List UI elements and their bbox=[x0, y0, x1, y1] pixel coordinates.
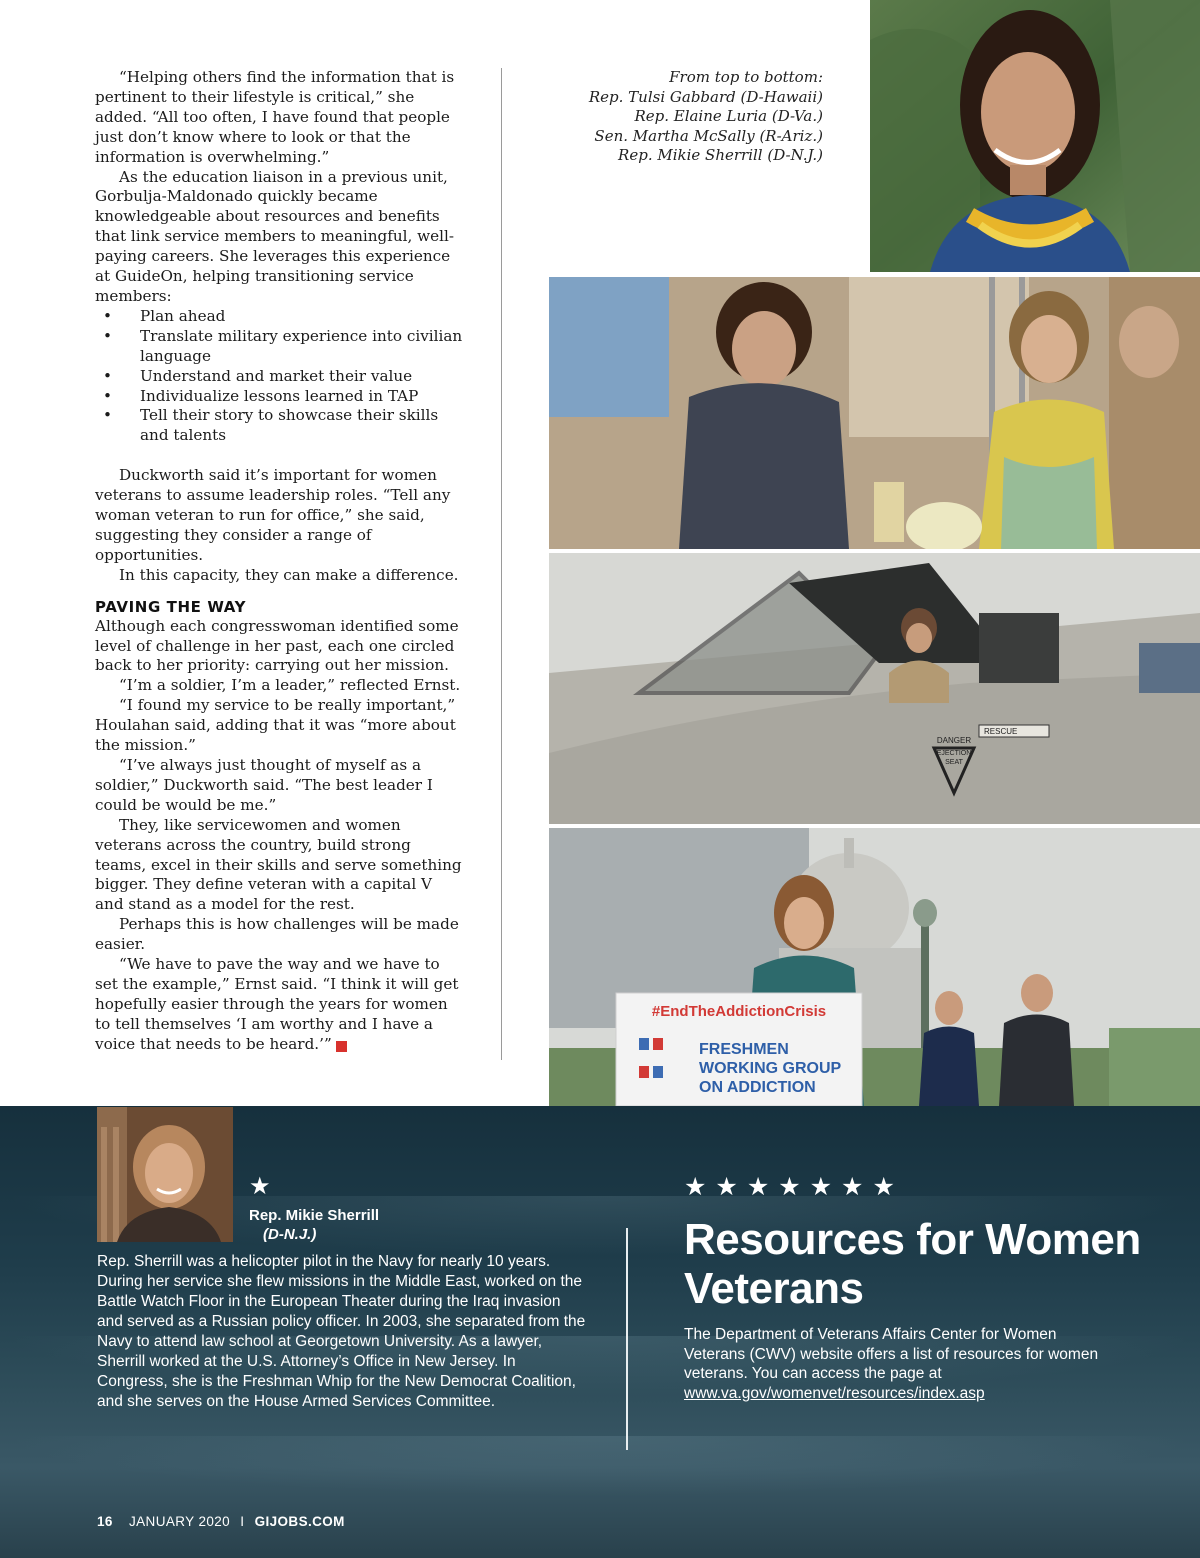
article-paragraph: In this capacity, they can make a difference. bbox=[119, 565, 459, 584]
jet-seat-label: SEAT bbox=[945, 759, 963, 766]
issue-date: JANUARY 2020 bbox=[128, 1514, 231, 1529]
article-paragraph: As the education liaison in a previous unit, Gorbulja-Maldonado quickly became knowledgeable about resources and benefits that link service members to meaningful, well-paying careers. She leverages this experience at GuideOn, helping transitioning service members: bbox=[95, 167, 454, 305]
bullet-item: • Tell their story to showcase their skills and talents bbox=[95, 406, 465, 446]
article-final-text: “We have to pave the way and we have to set the example,” Ernst said. “I think it will get hopefully easier through the years for women to tell themselves ‘I am worthy and I have a voice that needs to be heard.’” bbox=[95, 955, 459, 1053]
bullet-item: • Plan ahead bbox=[95, 307, 465, 327]
article-paragraph: “I’m a soldier, I’m a leader,” reflected Ernst. bbox=[119, 676, 461, 695]
bio-text: Rep. Sherrill was a helicopter pilot in the Navy for nearly 10 years. During her service she flew missions in the Middle East, worked on the Battle Watch Floor in the European Theater during the Iraq invasion and served as a Russian policy officer. In 2003, she separated from the Navy to attend law school at Georgetown University. As a lawyer, Sherrill worked at the U.S. Attorney’s Office in New Jersey. In Congress, she is the Freshman Whip for the New Democrat Coalition, and she serves on the House Armed Services Committee. bbox=[97, 1253, 586, 1410]
podium-line-3: ON ADDICTION bbox=[699, 1079, 816, 1096]
site-name: GIJOBS.COM bbox=[254, 1514, 345, 1529]
bullet-item: • Individualize lessons learned in TAP bbox=[95, 387, 465, 407]
footer-separator: I bbox=[240, 1514, 245, 1529]
band-texture bbox=[0, 1436, 1200, 1496]
article-paragraph: Duckworth said it’s important for women veterans to assume leadership roles. “Tell any woman veteran to run for office,” she said, suggesting they consider a range of opportunities. bbox=[95, 466, 451, 564]
bio-star-icon: ★ bbox=[249, 1172, 271, 1200]
photo-caption bbox=[540, 68, 823, 166]
photo-gabbard bbox=[870, 0, 1200, 272]
podium-line-1: FRESHMEN bbox=[699, 1041, 789, 1058]
page-number: 16 bbox=[97, 1514, 113, 1529]
spacer bbox=[95, 446, 465, 466]
jet-danger-label: DANGER bbox=[936, 736, 972, 745]
article-column bbox=[95, 68, 465, 1055]
section-heading: PAVING THE WAY bbox=[95, 597, 247, 616]
article-paragraph: “I’ve always just thought of myself as a soldier,” Duckworth said. “The best leader I could be would be me.” bbox=[95, 756, 433, 814]
resources-text bbox=[684, 1325, 1114, 1403]
resources-stars-icon: ★★★★★★★ bbox=[684, 1172, 904, 1201]
caption-line: Rep. Tulsi Gabbard (D-Hawaii) bbox=[588, 87, 823, 106]
bio-party: (D-N.J.) bbox=[263, 1226, 317, 1243]
article-paragraph: “I found my service to be really important,” Houlahan said, adding that it was “more about the mission.” bbox=[95, 696, 456, 755]
podium-hashtag: #EndTheAddictionCrisis bbox=[651, 1003, 827, 1020]
caption-line: Rep. Elaine Luria (D-Va.) bbox=[634, 107, 823, 126]
caption-line: From top to bottom: bbox=[669, 68, 823, 86]
resources-description: The Department of Veterans Affairs Center for Women Veterans (CWV) website offers a list of resources for women veterans. You can access the page at bbox=[684, 1326, 1099, 1383]
podium-line-2: WORKING GROUP bbox=[699, 1060, 842, 1077]
end-mark-icon: G bbox=[336, 1041, 347, 1052]
sherrill-portrait bbox=[97, 1107, 233, 1242]
caption-line: Sen. Martha McSally (R-Ariz.) bbox=[594, 126, 823, 145]
bio-name: Rep. Mikie Sherrill bbox=[249, 1207, 380, 1224]
jet-ejection-label: EJECTION bbox=[936, 750, 972, 757]
bullet-item: • Translate military experience into civilian language bbox=[95, 327, 465, 367]
article-paragraph: They, like servicewomen and women veterans across the country, build strong teams, excel in their skills and serve something bigger. They define veteran with a capital V and stand as a model for the rest. bbox=[95, 815, 462, 914]
resources-title: Resources for Women Veterans bbox=[684, 1215, 1141, 1313]
photo-luria bbox=[549, 277, 1200, 549]
article-paragraph bbox=[95, 955, 465, 1055]
bullet-item: • Understand and market their value bbox=[95, 367, 465, 387]
article-paragraph: Although each congresswoman identified some level of challenge in her past, each one circled back to her priority: carrying out her mission. bbox=[95, 616, 459, 675]
article-paragraph: Perhaps this is how challenges will be made easier. bbox=[95, 915, 459, 954]
photo-mcsally bbox=[549, 553, 1200, 824]
page-footer bbox=[97, 1514, 345, 1529]
band-divider bbox=[626, 1228, 628, 1450]
resources-link[interactable]: www.va.gov/womenvet/resources/index.asp bbox=[684, 1384, 985, 1402]
caption-line: Rep. Mikie Sherrill (D-N.J.) bbox=[618, 146, 823, 165]
jet-rescue-label: RESCUE bbox=[984, 727, 1018, 736]
photo-sherrill bbox=[549, 828, 1200, 1106]
column-divider bbox=[501, 68, 502, 1060]
article-paragraph: “Helping others find the information that is pertinent to their lifestyle is critical,” she added. “All too often, I have found that people just don’t know where to look or that the information is overwhelming.” bbox=[95, 68, 455, 166]
bullet-list bbox=[95, 307, 465, 446]
